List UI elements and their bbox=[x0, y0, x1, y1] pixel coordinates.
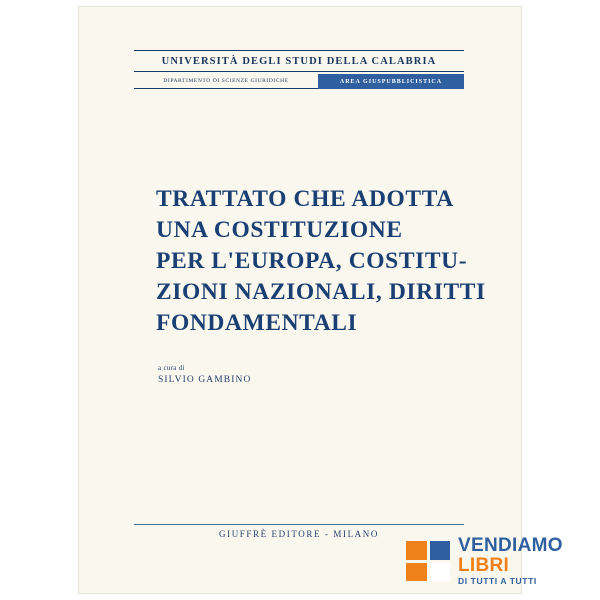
editor-prefix: a cura di bbox=[158, 364, 185, 372]
title-line-5: FONDAMENTALI bbox=[156, 310, 358, 336]
square-white bbox=[430, 563, 451, 582]
editor-credit bbox=[158, 364, 418, 385]
publisher-divider bbox=[134, 524, 464, 525]
cover-header bbox=[134, 50, 464, 89]
title-line-3: PER L'EUROPA, COSTITU- bbox=[156, 248, 468, 274]
area-box bbox=[318, 74, 464, 89]
editor-name: SILVIO GAMBINO bbox=[158, 375, 252, 385]
watermark-text bbox=[458, 536, 563, 585]
university-name: UNIVERSITÀ DEGLI STUDI DELLA CALABRIA bbox=[161, 56, 437, 67]
university-band bbox=[134, 50, 464, 72]
watermark-line-2: LIBRI bbox=[458, 554, 510, 576]
square-orange-2 bbox=[406, 563, 427, 582]
book-cover bbox=[78, 6, 522, 594]
title-line-4: ZIONI NAZIONALI, DIRITTI bbox=[156, 279, 486, 305]
book-title bbox=[156, 184, 486, 339]
department-name: DIPARTIMENTO DI SCIENZE GIURIDICHE bbox=[163, 78, 289, 84]
square-blue bbox=[430, 541, 451, 560]
title-line-2: UNA COSTITUZIONE bbox=[156, 217, 403, 243]
publisher-name: GIUFFRÈ EDITORE - MILANO bbox=[219, 529, 379, 539]
book-cover-inner bbox=[78, 6, 522, 594]
area-name: AREA GIUSPUBBLICISTICA bbox=[339, 78, 443, 85]
watermark-line-1: VENDIAMO bbox=[458, 535, 563, 557]
watermark-squares-icon bbox=[406, 541, 450, 581]
watermark-tagline: DI TUTTI A TUTTI bbox=[458, 576, 537, 587]
department-name-box bbox=[134, 74, 318, 89]
department-row bbox=[134, 74, 464, 89]
square-orange bbox=[406, 541, 427, 560]
vendiamo-libri-watermark bbox=[406, 534, 592, 588]
title-line-1: TRATTATO CHE ADOTTA bbox=[156, 186, 454, 212]
